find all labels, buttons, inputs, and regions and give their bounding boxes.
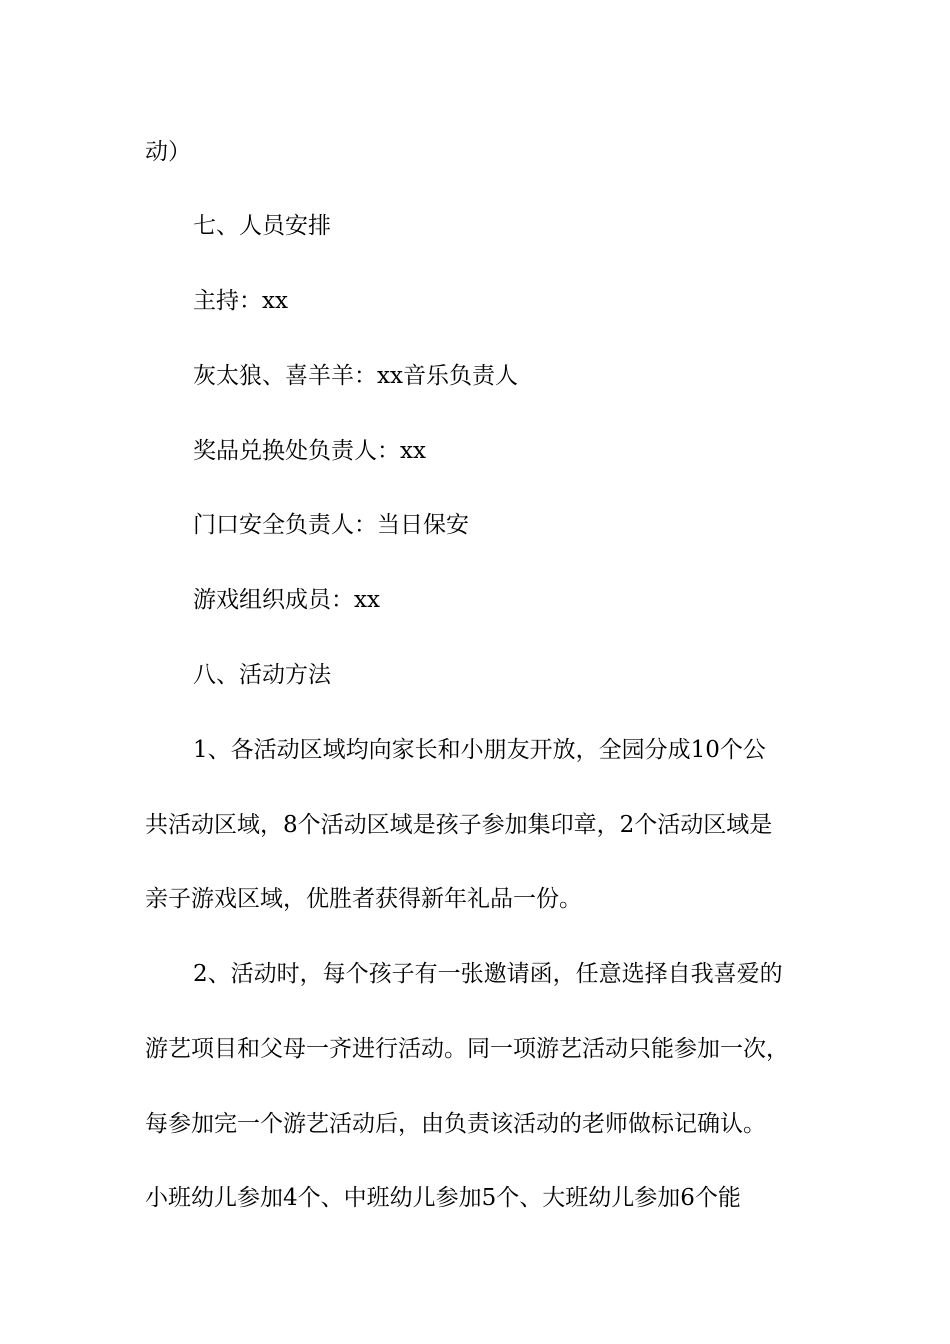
staff-door-security: 门口安全负责人：当日保安 xyxy=(193,512,469,538)
staff-host: 主持：xx xyxy=(193,288,288,314)
paragraph-continuation: 动） xyxy=(145,139,191,165)
section-heading-staff: 七、人员安排 xyxy=(193,213,331,239)
method-2-line-4: 小班幼儿参加4个、中班幼儿参加5个、大班幼儿参加6个能 xyxy=(145,1185,741,1211)
method-1-line-1: 1、各活动区域均向家长和小朋友开放，全园分成10个公 xyxy=(193,737,766,763)
section-heading-method: 八、活动方法 xyxy=(193,662,331,688)
staff-prize-exchange: 奖品兑换处负责人：xx xyxy=(193,438,426,464)
method-2-line-1: 2、活动时，每个孩子有一张邀请函，任意选择自我喜爱的 xyxy=(193,961,783,987)
staff-game-organizers: 游戏组织成员：xx xyxy=(193,587,380,613)
staff-characters-music: 灰太狼、喜羊羊：xx音乐负责人 xyxy=(193,363,518,389)
method-1-line-2: 共活动区域，8个活动区域是孩子参加集印章，2个活动区域是 xyxy=(145,812,773,838)
method-2-line-2: 游艺项目和父母一齐进行活动。同一项游艺活动只能参加一次， xyxy=(145,1036,789,1062)
method-2-line-3: 每参加完一个游艺活动后，由负责该活动的老师做标记确认。 xyxy=(145,1111,766,1137)
method-1-line-3: 亲子游戏区域，优胜者获得新年礼品一份。 xyxy=(145,886,582,912)
